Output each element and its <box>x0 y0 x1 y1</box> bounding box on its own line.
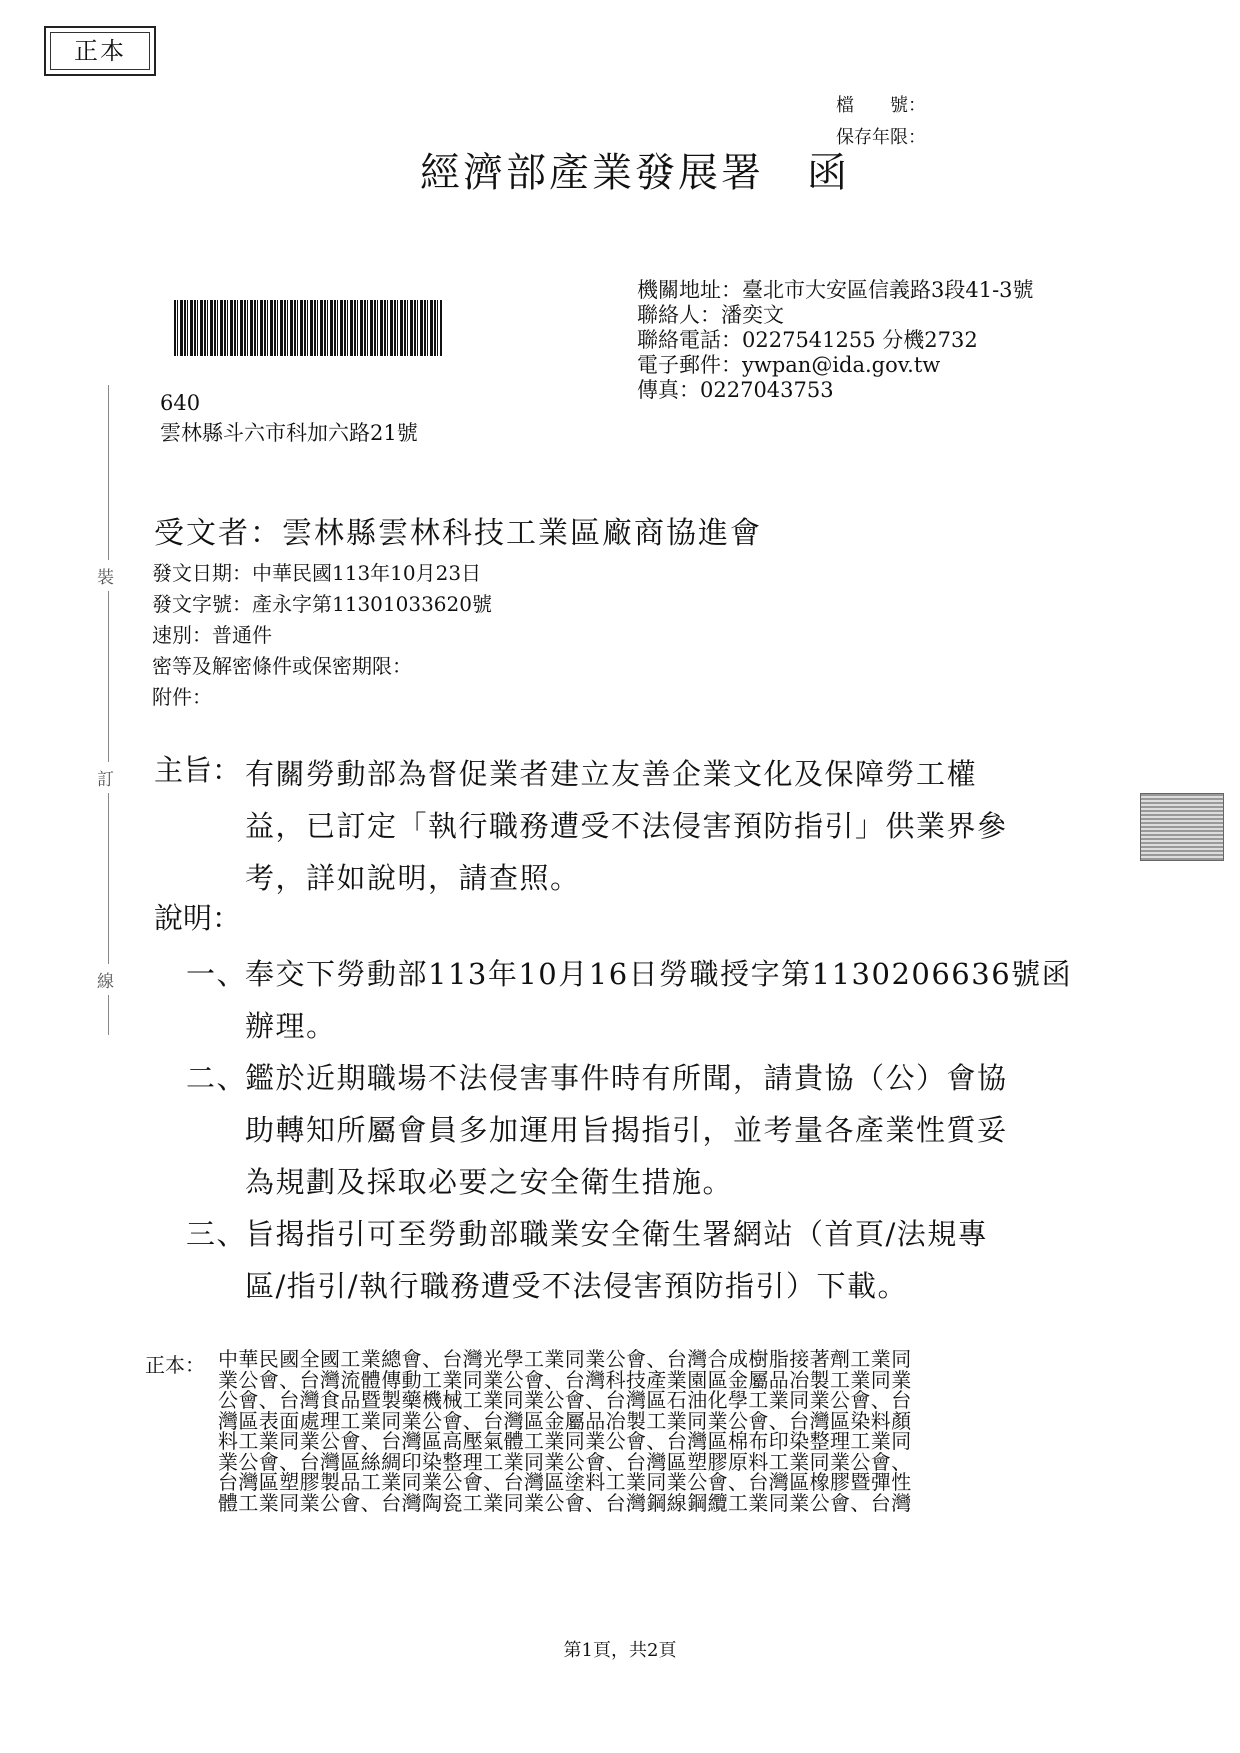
binding-mark-ding: 訂 <box>97 762 114 793</box>
cc-label: 正本： <box>145 1353 205 1377</box>
cc-line: 台灣區塑膠製品工業同業公會、台灣區塗料工業同業公會、台灣區橡膠暨彈性 <box>218 1470 912 1494</box>
contact-person: 聯絡人：潘奕文 <box>637 303 784 327</box>
cc-line: 中華民國全國工業總會、台灣光學工業同業公會、台灣合成樹脂接著劑工業同 <box>218 1347 912 1371</box>
subject-line: 考，詳如說明，請查照。 <box>245 861 581 895</box>
description-item-number: 一、 <box>186 957 248 991</box>
page-number: 第1頁，共2頁 <box>563 1640 677 1661</box>
description-item <box>245 1052 1008 1208</box>
description-item-number: 三、 <box>186 1217 248 1251</box>
cc-line: 業公會、台灣區絲綢印染整理工業同業公會、台灣區塑膠原料工業同業公會、 <box>218 1449 912 1474</box>
barcode <box>174 300 442 356</box>
copy-stamp-text: 正本 <box>50 32 150 70</box>
description-item <box>245 948 1072 1052</box>
description-line: 辦理。 <box>245 1009 337 1043</box>
binding-line <box>108 385 109 1035</box>
document-title: 經濟部產業發展署 函 <box>420 150 850 196</box>
contact-block <box>637 278 1034 403</box>
received-stamp <box>1140 793 1224 861</box>
cc-line: 公會、台灣食品暨製藥機械工業同業公會、台灣區石油化學工業同業公會、台 <box>218 1388 912 1412</box>
file-number-label: 檔 號： <box>836 95 926 116</box>
agency-address: 機關地址：臺北市大安區信義路3段41-3號 <box>637 278 1034 302</box>
subject-label: 主旨： <box>154 753 242 787</box>
description-label: 說明： <box>154 901 242 935</box>
copy-stamp <box>44 26 156 76</box>
speed-class: 速別：普通件 <box>152 623 272 647</box>
cc-line: 灣區表面處理工業同業公會、台灣區金屬品冶製工業同業公會、台灣區染料顏 <box>218 1408 912 1433</box>
contact-email: 電子郵件：ywpan@ida.gov.tw <box>637 353 941 377</box>
description-line: 鑑於近期職場不法侵害事件時有所聞，請貴協（公）會協 <box>245 1061 1008 1095</box>
description-item <box>245 1208 988 1312</box>
recipient-address: 雲林縣斗六市科加六路21號 <box>160 421 418 445</box>
document-number: 發文字號：產永字第11301033620號 <box>152 592 492 616</box>
retention-label: 保存年限： <box>836 127 926 148</box>
contact-phone: 聯絡電話：0227541255 分機2732 <box>637 328 978 352</box>
description-line: 旨揭指引可至勞動部職業安全衛生署網站（首頁/法規專 <box>245 1217 989 1251</box>
recipient-address-block <box>160 388 418 448</box>
subject-text <box>245 748 1008 904</box>
cc-line: 體工業同業公會、台灣陶瓷工業同業公會、台灣鋼線鋼纜工業同業公會、台灣 <box>218 1490 912 1515</box>
binding-mark-zhuang: 裝 <box>97 560 114 591</box>
description-line: 區/指引/執行職務遭受不法侵害預防指引）下載。 <box>245 1269 909 1303</box>
subject-line: 有關勞動部為督促業者建立友善企業文化及保障勞工權 <box>245 757 978 791</box>
issue-date: 發文日期：中華民國113年10月23日 <box>152 561 482 585</box>
binding-mark-xian: 線 <box>97 964 114 995</box>
recipient-postcode: 640 <box>160 391 201 415</box>
description-line: 奉交下勞動部113年10月16日勞職授字第1130206636號函 <box>245 957 1073 991</box>
secrecy-level: 密等及解密條件或保密期限： <box>152 654 412 678</box>
issue-info <box>152 558 492 713</box>
cc-list <box>218 1349 1098 1513</box>
contact-fax: 傳真：0227043753 <box>637 378 834 402</box>
addressee: 受文者：雲林縣雲林科技工業區廠商協進會 <box>154 516 762 551</box>
cc-line: 業公會、台灣流體傳動工業同業公會、台灣科技產業園區金屬品冶製工業同業 <box>218 1367 912 1392</box>
description-line: 為規劃及採取必要之安全衛生措施。 <box>245 1165 734 1199</box>
description-line: 助轉知所屬會員多加運用旨揭指引，並考量各產業性質妥 <box>245 1113 1008 1147</box>
attachment: 附件： <box>152 685 212 709</box>
subject-line: 益，已訂定「執行職務遭受不法侵害預防指引」供業界參 <box>245 809 1008 843</box>
cc-line: 料工業同業公會、台灣區高壓氣體工業同業公會、台灣區棉布印染整理工業同 <box>218 1429 912 1453</box>
description-item-number: 二、 <box>186 1061 248 1095</box>
